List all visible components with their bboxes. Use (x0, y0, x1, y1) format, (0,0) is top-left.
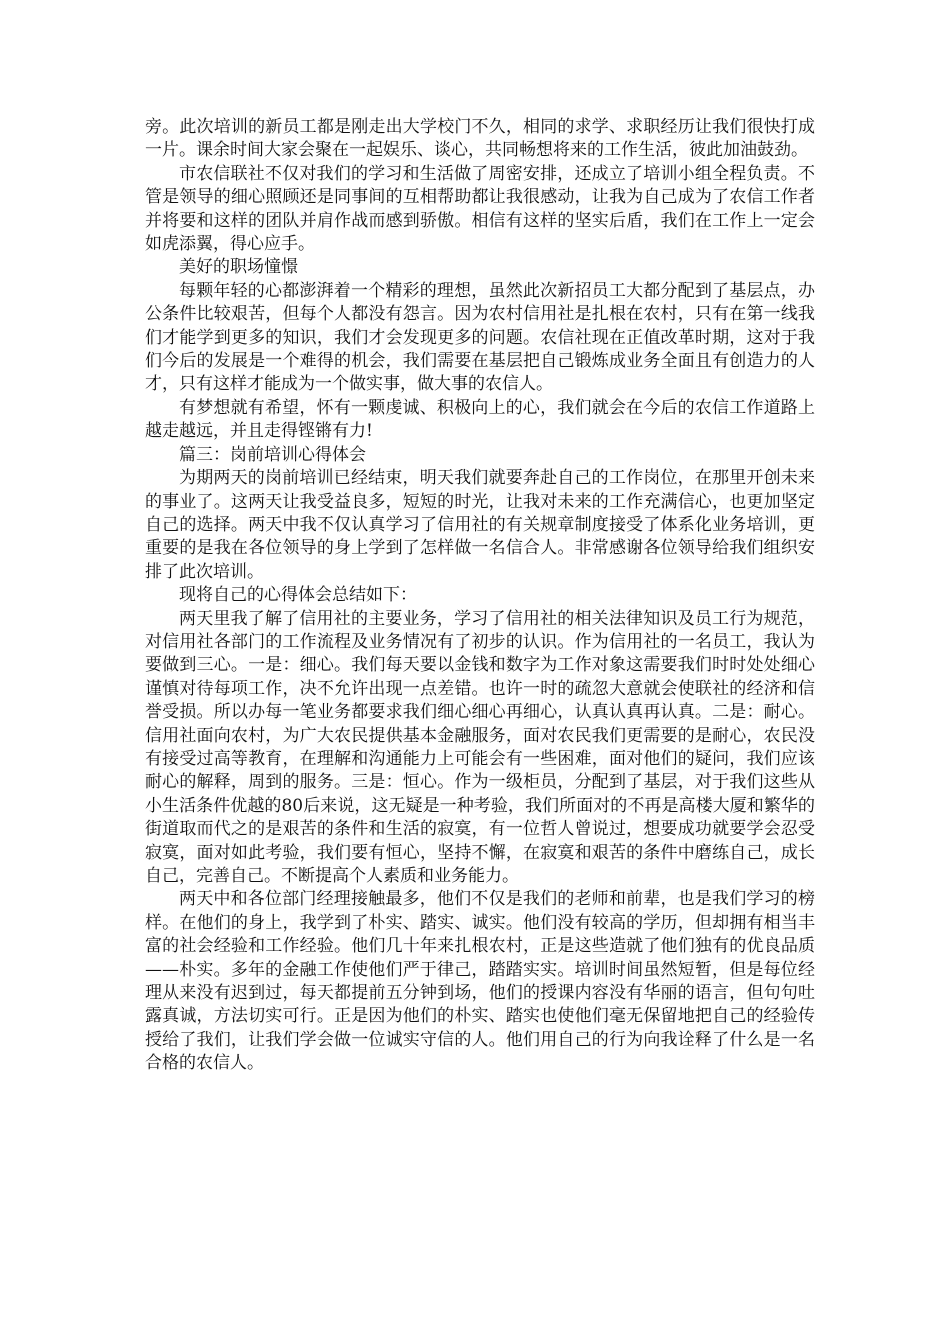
document-body (145, 116, 815, 1076)
paragraph: 为期两天的岗前培训已经结束，明天我们就要奔赴自己的工作岗位，在那里开创未来的事业了。这两天让我受益良多，短短的时光，让我对未来的工作充满信心，也更加坚定自己的选择。两天中我不仅认真学习了信用社的有关规章制度接受了体系化业务培训，更重要的是我在各位领导的身上学到了怎样做一名信合人。非常感谢各位领导给我们组织安排了此次培训。 (145, 468, 815, 582)
paragraph-continuation: 旁。此次培训的新员工都是刚走出大学校门不久，相同的求学、求职经历让我们很快打成一片。课余时间大家会聚在一起娱乐、谈心，共同畅想将来的工作生活，彼此加油鼓劲。 (145, 117, 815, 161)
section-heading: 美好的职场憧憬 (179, 257, 298, 278)
paragraph: 每颗年轻的心都澎湃着一个精彩的理想，虽然此次新招员工大都分配到了基层点，办公条件比较艰苦，但每个人都没有怨言。因为农村信用社是扎根在农村，只有在第一线我们才能学到更多的知识，我们才会发现更多的问题。农信社现在正值改革时期，这对于我们今后的发展是一个难得的机会，我们需要在基层把自己锻炼成业务全面且有创造力的人才，只有这样才能成为一个做实事，做大事的农信人。 (145, 280, 815, 395)
paragraph: 两天里我了解了信用社的主要业务，学习了信用社的相关法律知识及员工行为规范，对信用社各部门的工作流程及业务情况有了初步的认识。作为信用社的一名员工，我认为要做到三心。一是：细心。我们每天要以金钱和数字为工作对象这需要我们时时处处细心谨慎对待每项工作，决不允许出现一点差错。也许一时的疏忽大意就会使联社的经济和信誉受损。所以办每一笔业务都要求我们细心细心再细心，认真认真再认真。二是：耐心。信用社面向农村，为广大农民提供基本金融服务，面对农民我们更需要的是耐心，农民没有接受过高等教育，在理解和沟通能力上可能会有一些困难，面对他们的疑问，我们应该耐心的解释，周到的服务。三是：恒心。作为一级柜员，分配到了基层，对于我们这些从小生活条件优越的80后来说，这无疑是一种考验，我们所面对的不再是高楼大厦和繁华的街道取而代之的是艰苦的条件和生活的寂寞，有一位哲人曾说过，想要成功就要学会忍受寂寞，面对如此考验，我们要有恒心，坚持不懈，在寂寞和艰苦的条件中磨练自己，成长自己，完善自己。不断提高个人素质和业务能力。 (145, 608, 815, 886)
paragraph: 两天中和各位部门经理接触最多，他们不仅是我们的老师和前辈，也是我们学习的榜样。在他们的身上，我学到了朴实、踏实、诚实。他们没有较高的学历，但却拥有相当丰富的社会经验和工作经验。他们几十年来扎根农村，正是这些造就了他们独有的优良品质——朴实。多年的金融工作使他们严于律己，踏踏实实。培训时间虽然短暂，但是每位经理从来没有迟到过，每天都提前五分钟到场，他们的授课内容没有华丽的语言，但句句吐露真诚，方法切实可行。正是因为他们的朴实、踏实也使他们毫无保留地把自己的经验传授给了我们，让我们学会做一位诚实守信的人。他们用自己的行为向我诠释了什么是一名合格的农信人。 (145, 889, 815, 1074)
paragraph: 有梦想就有希望，怀有一颗虔诚、积极向上的心，我们就会在今后的农信工作道路上越走越远，并且走得铿锵有力! (145, 397, 815, 442)
section-heading: 篇三：岗前培训心得体会 (179, 444, 366, 465)
paragraph: 现将自己的心得体会总结如下： (179, 585, 417, 606)
paragraph: 市农信联社不仅对我们的学习和生活做了周密安排，还成立了培训小组全程负责。不管是领导的细心照顾还是同事间的互相帮助都让我很感动，让我为自己成为了农信工作者并将要和这样的团队并肩作战而感到骄傲。相信有这样的坚实后盾，我们在工作上一定会如虎添翼，得心应手。 (145, 163, 815, 255)
